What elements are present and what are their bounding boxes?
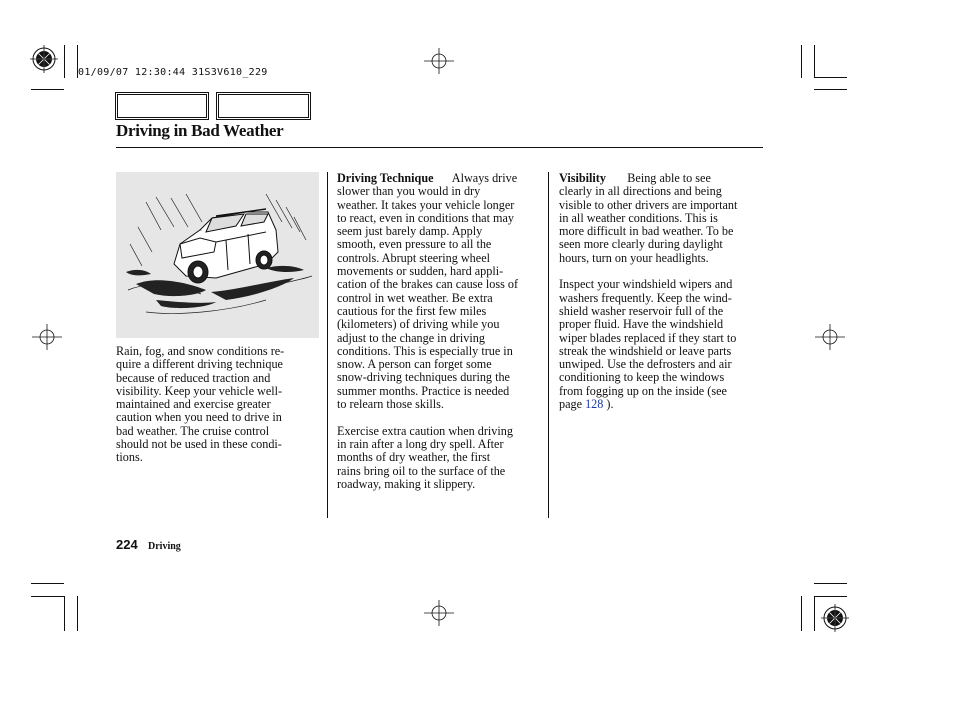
wiper-paragraph-end: ). [603,397,614,412]
wiper-paragraph-text: Inspect your windshield wipers and washers frequently. Keep the wind- shield washer reservoir full of the proper fluid. Have the windshield wiper blades replaced if they start to streak the windshield or leave parts unwiped. Use the defrosters and air conditioning to keep the windows from fogging up on the inside (see page [559,277,737,412]
visibility-paragraph: Being able to see clearly in all directions and being visible to other drivers are important in all weather conditions. This is more difficult in bad weather. To be seen more clearly during daylight hours, turn on your headlights. [559,171,738,265]
page-title: Driving in Bad Weather [116,121,284,140]
registration-target-icon [30,45,58,73]
page-number: 224 [116,537,138,552]
car-in-rain-icon [116,172,319,338]
column-divider [327,172,328,518]
visibility-heading: Visibility [559,171,606,185]
visibility-section [559,172,769,411]
car-in-rain-illustration [116,172,319,338]
section-tab-box [115,92,209,120]
driving-technique-section [337,172,547,491]
title-divider [116,147,763,148]
crosshair-icon [815,324,845,350]
section-tab-box [216,92,311,120]
print-stamp: 01/09/07 12:30:44 31S3V610_229 [78,67,268,78]
crosshair-icon [424,600,454,626]
registration-target-icon [821,604,849,632]
column-divider [548,172,549,518]
crosshair-icon [424,48,454,74]
crosshair-icon [32,324,62,350]
wiper-paragraph [559,278,769,411]
driving-technique-heading: Driving Technique [337,171,434,185]
footer-section-label: Driving [148,541,181,552]
intro-paragraph: Rain, fog, and snow conditions re- quire a different driving technique because of reduced traction and visibility. Keep your vehicle well- maintained and exercise greater caution when you need to drive in bad weather. The cruise control should not be used in these condi- tions. [116,344,285,465]
driving-technique-paragraph: Always drive slower than you would in dry weather. It takes your vehicle longer to react, even in conditions that may seem just barely damp. Apply smooth, even pressure to all the controls. Abrupt steering wheel movements or sudden, hard appli- cation of the brakes can cause loss of control in wet weather. Be extra cautious for the first few miles (kilometers) of driving while you adjust to the change in driving conditions. This is especially true in snow. A person can forget some snow-driving techniques during the summer months. Practice is needed to relearn those skills. [337,171,519,412]
dry-spell-paragraph: Exercise extra caution when driving in rain after a long dry spell. After months of dry weather, the first rains bring oil to the surface of the roadway, making it slippery. [337,423,513,491]
page-reference-link[interactable]: 128 [585,397,604,412]
